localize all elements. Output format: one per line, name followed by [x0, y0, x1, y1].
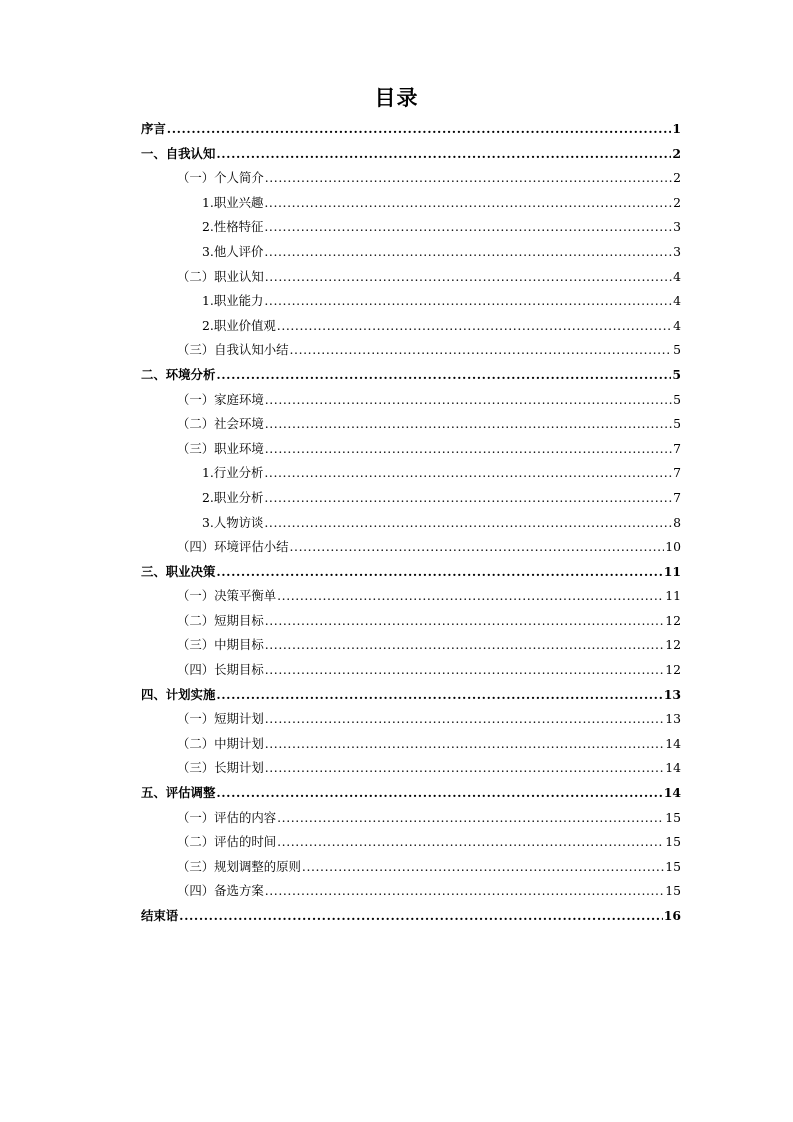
dot-leader	[264, 240, 672, 265]
toc-entry-text: （四）环境评估小结	[177, 539, 289, 555]
toc-entry[interactable]	[141, 363, 681, 388]
dot-leader	[290, 338, 673, 363]
dot-leader	[216, 781, 662, 806]
toc-entry[interactable]	[141, 142, 681, 167]
toc-entry[interactable]	[141, 683, 681, 708]
dot-leader	[265, 707, 664, 732]
toc-page-number: 15	[665, 858, 681, 874]
toc-entry-text: （二）社会环境	[177, 416, 264, 432]
toc-entry[interactable]	[141, 855, 681, 880]
toc-entry-text: （一）评估的内容	[177, 809, 277, 825]
toc-entry[interactable]	[141, 486, 681, 511]
toc-entry[interactable]	[141, 879, 681, 904]
toc-page-number: 2	[672, 145, 681, 161]
toc-entry[interactable]	[141, 904, 681, 929]
toc-entry-text: （二）中期计划	[177, 735, 264, 751]
toc-entry[interactable]	[141, 338, 681, 363]
dot-leader	[265, 265, 672, 290]
toc-page-number: 4	[673, 293, 681, 309]
dot-leader	[167, 117, 672, 142]
toc-page-number: 7	[673, 489, 681, 505]
toc-entry-text: （四）备选方案	[177, 883, 264, 899]
toc-entry[interactable]	[141, 633, 681, 658]
toc-page-number: 2	[673, 194, 681, 210]
toc-entry[interactable]	[141, 191, 681, 216]
dot-leader	[265, 388, 672, 413]
toc-page-number: 5	[672, 366, 681, 382]
toc-entry-text: （三）职业环境	[177, 440, 264, 456]
dot-leader	[265, 633, 664, 658]
toc-page-number: 12	[665, 637, 681, 653]
toc-entry-text: 五、评估调整	[141, 785, 216, 801]
toc-page-number: 5	[673, 391, 681, 407]
toc-page-number: 15	[665, 883, 681, 899]
toc-page-number: 3	[673, 219, 681, 235]
toc-entry[interactable]	[141, 265, 681, 290]
toc-entry-text: （二）职业认知	[177, 268, 264, 284]
dot-leader	[264, 215, 672, 240]
toc-entry[interactable]	[141, 240, 681, 265]
toc-entry[interactable]	[141, 388, 681, 413]
toc-page-number: 16	[663, 908, 681, 923]
toc-entry-text: 二、环境分析	[141, 366, 216, 382]
toc-page-number: 2	[673, 170, 681, 186]
dot-leader	[264, 461, 672, 486]
toc-entry-text: （四）长期目标	[177, 662, 264, 678]
toc-page-number: 5	[673, 416, 681, 432]
toc-entry-text: （一）决策平衡单	[177, 588, 277, 604]
toc-entry[interactable]	[141, 732, 681, 757]
dot-leader	[277, 806, 664, 831]
toc-entry[interactable]	[141, 806, 681, 831]
dot-leader	[265, 437, 672, 462]
toc-entry[interactable]	[141, 437, 681, 462]
toc-entry-text: 四、计划实施	[141, 686, 216, 702]
dot-leader	[264, 486, 672, 511]
toc-page-number: 12	[665, 612, 681, 628]
dot-leader	[265, 412, 672, 437]
toc-page-number: 11	[663, 563, 681, 579]
toc-entry[interactable]	[141, 609, 681, 634]
dot-leader	[265, 658, 664, 683]
toc-entry[interactable]	[141, 314, 681, 339]
toc-entry[interactable]	[141, 215, 681, 240]
toc-entry[interactable]	[141, 830, 681, 855]
dot-leader	[264, 191, 672, 216]
toc-page-number: 11	[665, 588, 681, 604]
dot-leader	[265, 609, 664, 634]
toc-entry-text: 一、自我认知	[141, 145, 216, 161]
toc-entry-text: （三）中期目标	[177, 637, 264, 653]
toc-entry[interactable]	[141, 560, 681, 585]
toc-entry-text: （三）规划调整的原则	[177, 858, 301, 874]
toc-entry-text: 3.他人评价	[202, 243, 264, 259]
toc-entry-text: （二）短期目标	[177, 612, 264, 628]
toc-page-number: 4	[673, 317, 681, 333]
toc-page-number: 14	[663, 785, 681, 801]
toc-entry-text: 三、职业决策	[141, 563, 216, 579]
toc-entry-text: 2.性格特征	[202, 219, 264, 235]
toc-page-number: 13	[663, 686, 681, 702]
dot-leader	[265, 756, 664, 781]
toc-entry-text: 2.职业价值观	[202, 317, 276, 333]
toc-page-number: 5	[673, 342, 681, 358]
toc-entry[interactable]	[141, 756, 681, 781]
toc-page-number: 1	[672, 121, 681, 136]
toc-page-number: 15	[665, 834, 681, 850]
toc-entry-text: （二）评估的时间	[177, 834, 277, 850]
toc-entry-text: （一）个人简介	[177, 170, 264, 186]
toc-entry[interactable]	[141, 658, 681, 683]
toc-entry-text: （一）短期计划	[177, 711, 264, 727]
dot-leader	[264, 511, 672, 536]
dot-leader	[302, 855, 664, 880]
toc-entry[interactable]	[141, 166, 681, 191]
toc-title: 目录	[374, 85, 419, 110]
dot-leader	[277, 584, 664, 609]
toc-entry-text: （一）家庭环境	[177, 391, 264, 407]
dot-leader	[277, 830, 664, 855]
toc-entry-text: 序言	[141, 121, 166, 136]
toc-entry-text: （三）长期计划	[177, 760, 264, 776]
toc-entry[interactable]	[141, 535, 681, 560]
toc-page-number: 3	[673, 243, 681, 259]
toc-entry-text: 1.职业兴趣	[202, 194, 264, 210]
dot-leader	[216, 363, 671, 388]
dot-leader	[216, 560, 662, 585]
toc-entry[interactable]	[141, 117, 681, 142]
toc-page-number: 4	[673, 268, 681, 284]
toc-page-number: 8	[673, 514, 681, 530]
toc-entry[interactable]	[141, 584, 681, 609]
toc-entry[interactable]	[141, 781, 681, 806]
toc-entry-text: 结束语	[141, 908, 179, 923]
toc-page-number: 12	[665, 662, 681, 678]
toc-entry-text: 1.行业分析	[202, 465, 264, 481]
toc-page-number: 14	[665, 735, 681, 751]
dot-leader	[179, 904, 663, 929]
toc-page-number: 13	[665, 711, 681, 727]
toc-entry[interactable]	[141, 707, 681, 732]
dot-leader	[216, 683, 662, 708]
dot-leader	[265, 166, 672, 191]
toc-page-number: 14	[665, 760, 681, 776]
toc-entry[interactable]	[141, 289, 681, 314]
toc-page-number: 7	[673, 465, 681, 481]
dot-leader	[265, 879, 664, 904]
toc-entry-text: 2.职业分析	[202, 489, 264, 505]
dot-leader	[290, 535, 665, 560]
toc-page-number: 7	[673, 440, 681, 456]
dot-leader	[264, 289, 672, 314]
toc-entry-text: （三）自我认知小结	[177, 342, 289, 358]
toc-list	[141, 117, 681, 929]
toc-entry-text: 1.职业能力	[202, 293, 264, 309]
toc-entry[interactable]	[141, 511, 681, 536]
toc-page-number: 10	[665, 539, 681, 555]
toc-page-number: 15	[665, 809, 681, 825]
toc-entry-text: 3.人物访谈	[202, 514, 264, 530]
toc-entry[interactable]	[141, 412, 681, 437]
dot-leader	[265, 732, 664, 757]
toc-entry[interactable]	[141, 461, 681, 486]
dot-leader	[216, 142, 671, 167]
dot-leader	[277, 314, 672, 339]
